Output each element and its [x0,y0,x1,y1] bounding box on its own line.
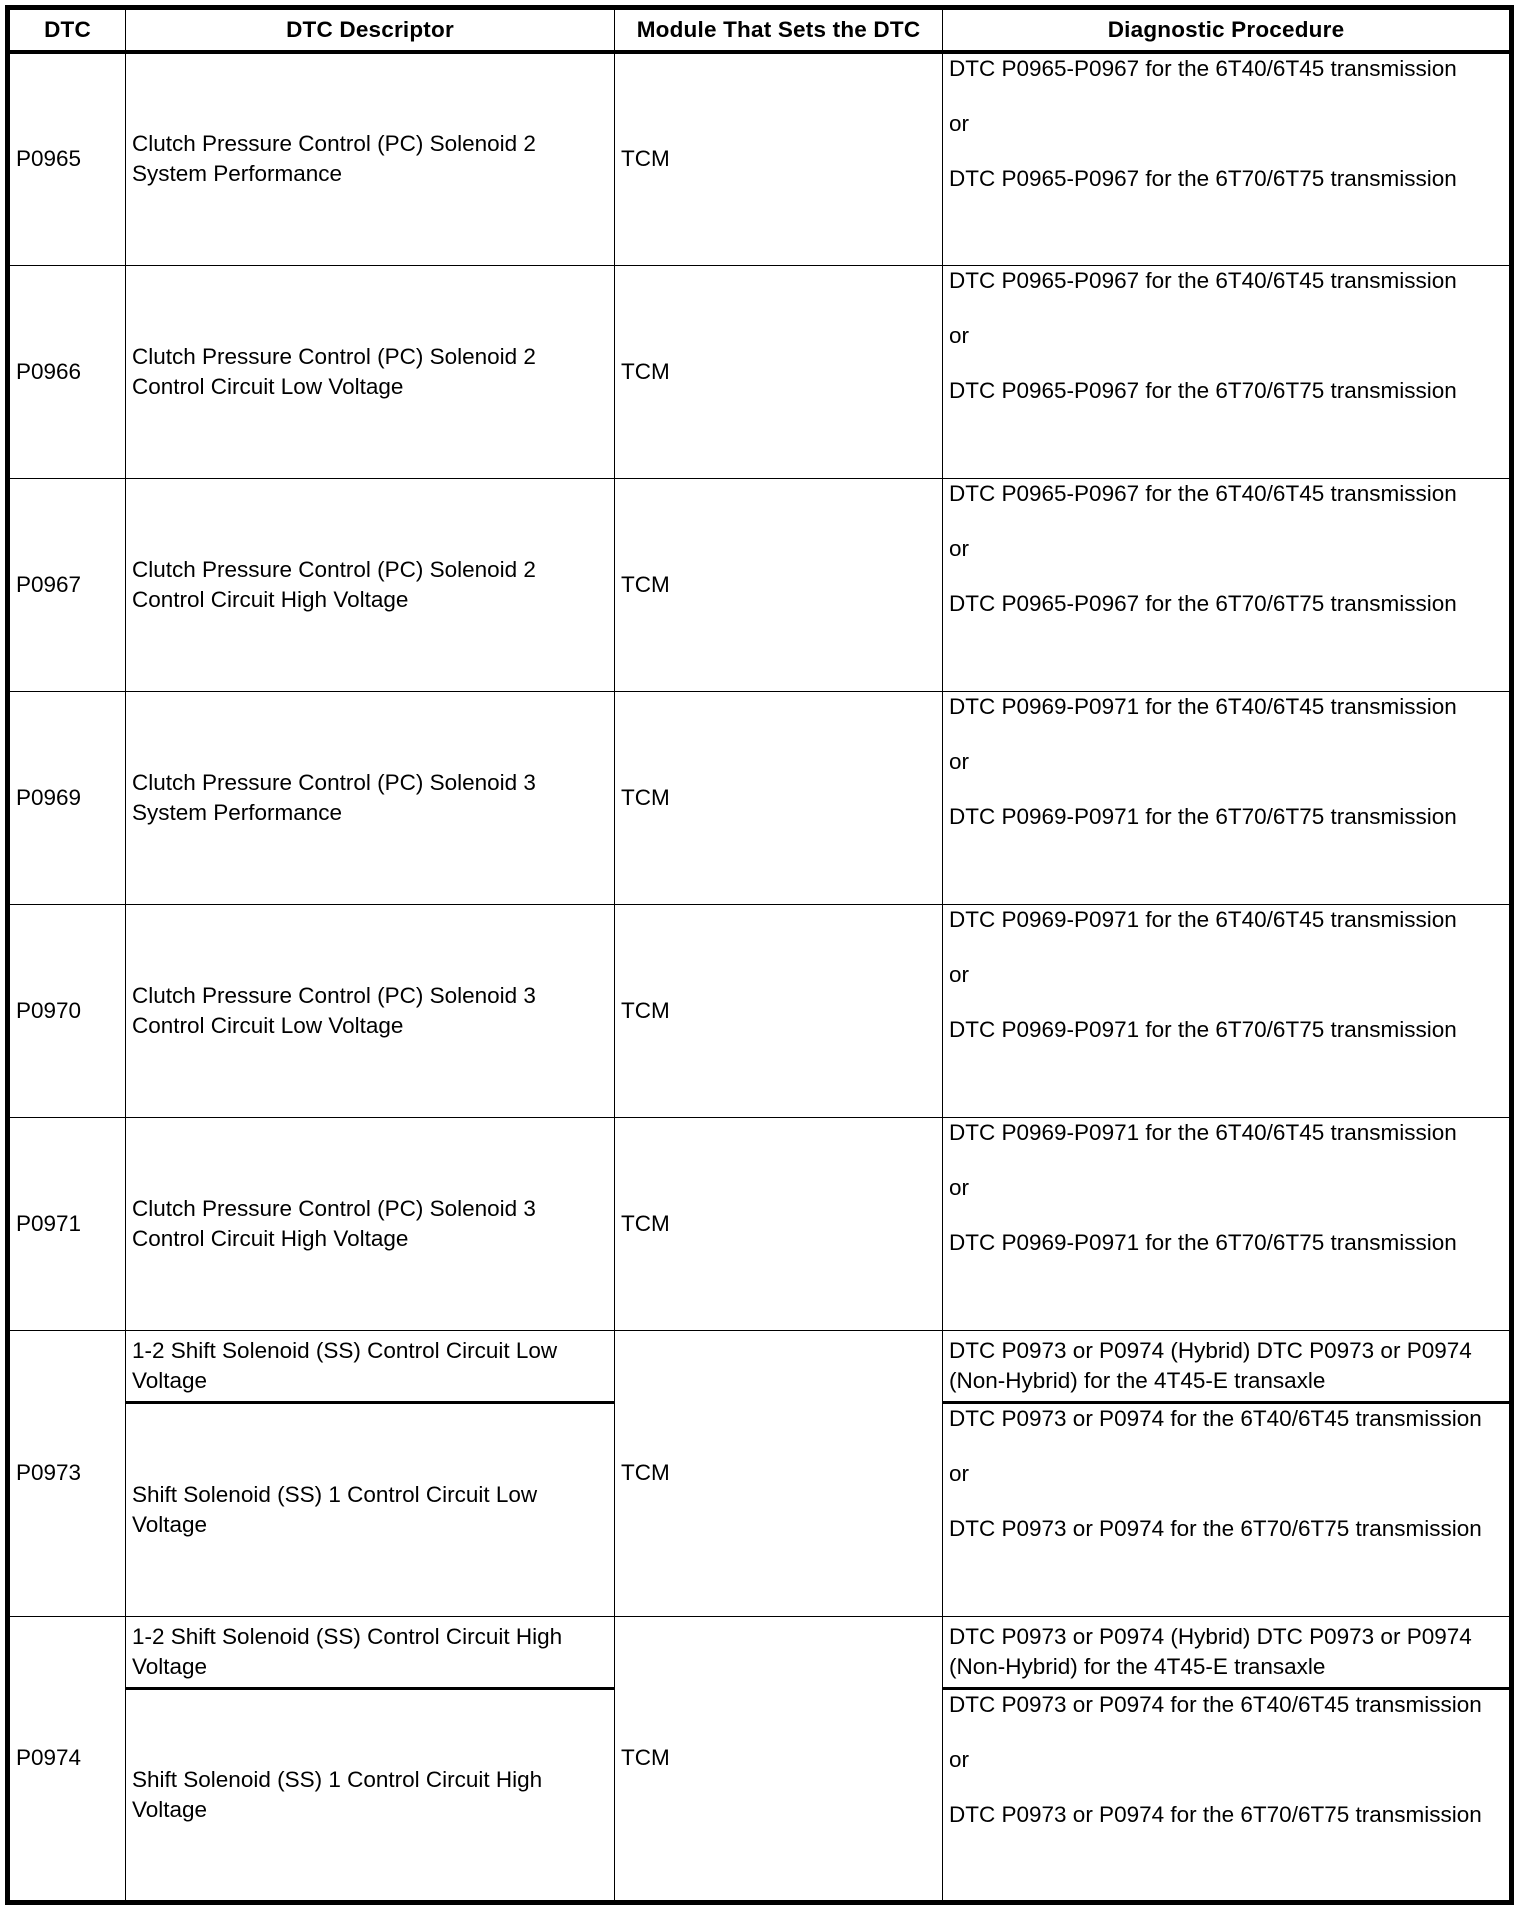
procedure-first: DTC P0969-P0971 for the 6T40/6T45 transmission [949,1119,1457,1145]
procedure-second: DTC P0969-P0971 for the 6T70/6T75 transmission [949,1229,1457,1255]
diagnostic-procedure: DTC P0973 or P0974 (Hybrid) DTC P0973 or P0974 (Non-Hybrid) for the 4T45-E transaxle [943,1330,1512,1402]
procedure-first: DTC P0973 or P0974 for the 6T40/6T45 transmission [949,1405,1482,1431]
procedure-or: or [949,961,970,987]
procedure-first: DTC P0965-P0967 for the 6T40/6T45 transmission [949,56,1457,81]
dtc-code: P0970 [8,904,126,1117]
procedure-or: or [949,1746,970,1772]
procedure-first: DTC P0969-P0971 for the 6T40/6T45 transmission [949,906,1457,932]
header-procedure: Diagnostic Procedure [943,8,1512,53]
dtc-descriptor: Clutch Pressure Control (PC) Solenoid 2 Control Circuit Low Voltage [126,265,615,478]
procedure-or: or [949,535,970,561]
procedure-second: DTC P0969-P0971 for the 6T70/6T75 transmission [949,803,1457,829]
header-row [8,8,1512,53]
module: TCM [615,1616,943,1902]
module: TCM [615,1330,943,1616]
module: TCM [615,52,943,265]
dtc-descriptor: 1-2 Shift Solenoid (SS) Control Circuit Low Voltage [126,1330,615,1402]
dtc-descriptor: Clutch Pressure Control (PC) Solenoid 3 Control Circuit Low Voltage [126,904,615,1117]
header-dtc: DTC [8,8,126,53]
table-row [8,904,1512,1117]
dtc-code: P0967 [8,478,126,691]
diagnostic-procedure [943,1688,1512,1902]
procedure-or: or [949,1174,970,1200]
table-row [8,1330,1512,1402]
table-row [8,691,1512,904]
procedure-second: DTC P0965-P0967 for the 6T70/6T75 transmission [949,377,1457,403]
table-row [8,265,1512,478]
diagnostic-procedure [943,265,1512,478]
procedure-first: DTC P0969-P0971 for the 6T40/6T45 transmission [949,693,1457,719]
dtc-code: P0965 [8,52,126,265]
procedure-first: DTC P0973 or P0974 for the 6T40/6T45 transmission [949,1691,1482,1717]
dtc-descriptor: Clutch Pressure Control (PC) Solenoid 3 System Performance [126,691,615,904]
procedure-second: DTC P0973 or P0974 for the 6T70/6T75 transmission [949,1801,1482,1827]
diagnostic-procedure [943,478,1512,691]
header-module: Module That Sets the DTC [615,8,943,53]
dtc-descriptor: Clutch Pressure Control (PC) Solenoid 2 Control Circuit High Voltage [126,478,615,691]
diagnostic-procedure: DTC P0973 or P0974 (Hybrid) DTC P0973 or P0974 (Non-Hybrid) for the 4T45-E transaxle [943,1616,1512,1688]
diagnostic-procedure [943,1402,1512,1616]
procedure-or: or [949,322,970,348]
dtc-code: P0969 [8,691,126,904]
diagnostic-procedure [943,1117,1512,1330]
procedure-second: DTC P0969-P0971 for the 6T70/6T75 transmission [949,1016,1457,1042]
dtc-descriptor: 1-2 Shift Solenoid (SS) Control Circuit High Voltage [126,1616,615,1688]
procedure-or: or [949,748,970,774]
diagnostic-procedure [943,52,1512,265]
dtc-code: P0973 [8,1330,126,1616]
procedure-or: or [949,1460,970,1486]
dtc-code: P0971 [8,1117,126,1330]
procedure-or: or [949,111,970,136]
dtc-code: P0966 [8,265,126,478]
dtc-descriptor: Clutch Pressure Control (PC) Solenoid 3 Control Circuit High Voltage [126,1117,615,1330]
table-row [8,1616,1512,1688]
diagnostic-procedure [943,904,1512,1117]
header-descriptor: DTC Descriptor [126,8,615,53]
procedure-second: DTC P0965-P0967 for the 6T70/6T75 transmission [949,590,1457,616]
module: TCM [615,265,943,478]
table-row [8,478,1512,691]
procedure-first: DTC P0965-P0967 for the 6T40/6T45 transmission [949,480,1457,506]
diagnostic-procedure [943,691,1512,904]
dtc-table [5,5,1514,1905]
module: TCM [615,904,943,1117]
module: TCM [615,691,943,904]
table-row [8,52,1512,265]
dtc-code: P0974 [8,1616,126,1902]
dtc-descriptor: Clutch Pressure Control (PC) Solenoid 2 System Performance [126,52,615,265]
procedure-second: DTC P0973 or P0974 for the 6T70/6T75 transmission [949,1515,1482,1541]
procedure-first: DTC P0965-P0967 for the 6T40/6T45 transmission [949,267,1457,293]
dtc-descriptor: Shift Solenoid (SS) 1 Control Circuit High Voltage [126,1688,615,1902]
procedure-second: DTC P0965-P0967 for the 6T70/6T75 transmission [949,166,1457,191]
dtc-descriptor: Shift Solenoid (SS) 1 Control Circuit Low Voltage [126,1402,615,1616]
module: TCM [615,1117,943,1330]
module: TCM [615,478,943,691]
table-row [8,1117,1512,1330]
